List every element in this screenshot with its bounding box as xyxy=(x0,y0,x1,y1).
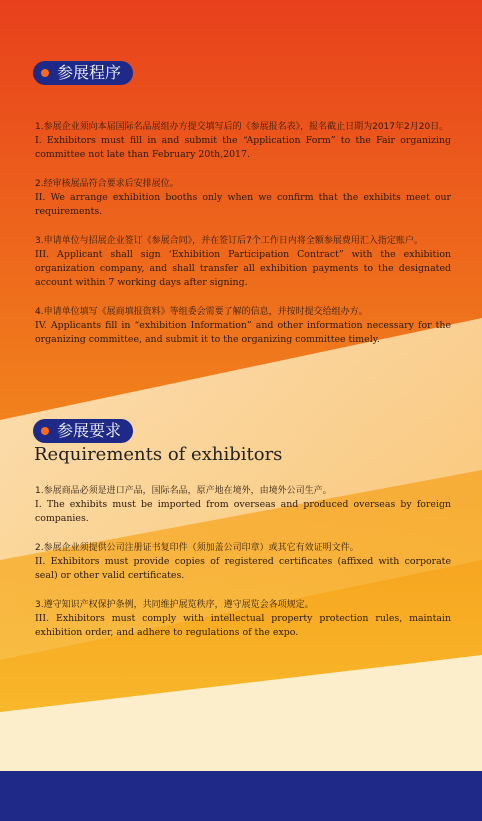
item-chinese-text: 1.参展企业须向本届国际名品展组办方提交填写后的《参展报名表》，报名截止日期为2017年2月20日。 xyxy=(35,122,449,132)
bullet-dot-icon xyxy=(41,427,49,435)
section-heading-text: 参展要求 xyxy=(57,421,122,440)
item-english-text: I. Exhibitors must fill in and submit the “Application Form” to the Fair organizing committee not late than February 20th,2017. xyxy=(35,135,451,160)
item-english-text: I. The exhibits must be imported from overseas and produced overseas by foreign companies. xyxy=(35,499,451,524)
section-heading-text: 参展程序 xyxy=(57,63,122,82)
requirement-item-1 xyxy=(35,485,451,526)
procedure-item-2 xyxy=(35,178,451,219)
requirements-english-title: Requirements of exhibitors xyxy=(34,444,283,465)
section-heading-requirements xyxy=(33,419,133,443)
requirements-list xyxy=(35,485,451,656)
item-english-text: III. Applicant shall sign ‘Exhibition Participation Contract” with the exhibition organization company, and shall transfer all exhibition payments to the designated account within 7 working days after signing. xyxy=(35,249,451,288)
item-chinese-text: 2.经审核展品符合要求后安排展位。 xyxy=(35,179,179,189)
item-chinese-text: 3.遵守知识产权保护条例，共同维护展览秩序，遵守展览会各项规定。 xyxy=(35,600,314,610)
footer-bar xyxy=(0,771,482,821)
requirement-item-2 xyxy=(35,542,451,583)
procedure-item-1 xyxy=(35,121,451,162)
item-chinese-text: 1.参展商品必须是进口产品，国际名品，原产地在境外，由境外公司生产。 xyxy=(35,486,332,496)
requirement-item-3 xyxy=(35,599,451,640)
procedure-item-4 xyxy=(35,306,451,347)
procedure-list xyxy=(35,121,451,363)
item-english-text: III. Exhibitors must comply with intellectual property protection rules, maintain exhibition order, and adhere to regulations of the expo. xyxy=(35,613,451,638)
section-heading-procedure xyxy=(33,61,133,85)
item-english-text: II. Exhibitors must provide copies of registered certificates (affixed with corporate seal) or other valid certificates. xyxy=(35,556,451,581)
item-english-text: IV. Applicants fill in “exhibition Information” and other information necessary for the organizing committee, and submit it to the organizing committee timely. xyxy=(35,320,451,345)
item-english-text: II. We arrange exhibition booths only when we confirm that the exhibits meet our requirements. xyxy=(35,192,451,217)
procedure-item-3 xyxy=(35,235,451,290)
item-chinese-text: 4.申请单位填写《展商填报资料》等组委会需要了解的信息，并按时提交给组办方。 xyxy=(35,307,368,317)
bullet-dot-icon xyxy=(41,69,49,77)
item-chinese-text: 2.参展企业须提供公司注册证书复印件（须加盖公司印章）或其它有效证明文件。 xyxy=(35,543,359,553)
item-chinese-text: 3.申请单位与招展企业签订《参展合同》，并在签订后7个工作日内将全额参展费用汇入指定账户。 xyxy=(35,236,423,246)
